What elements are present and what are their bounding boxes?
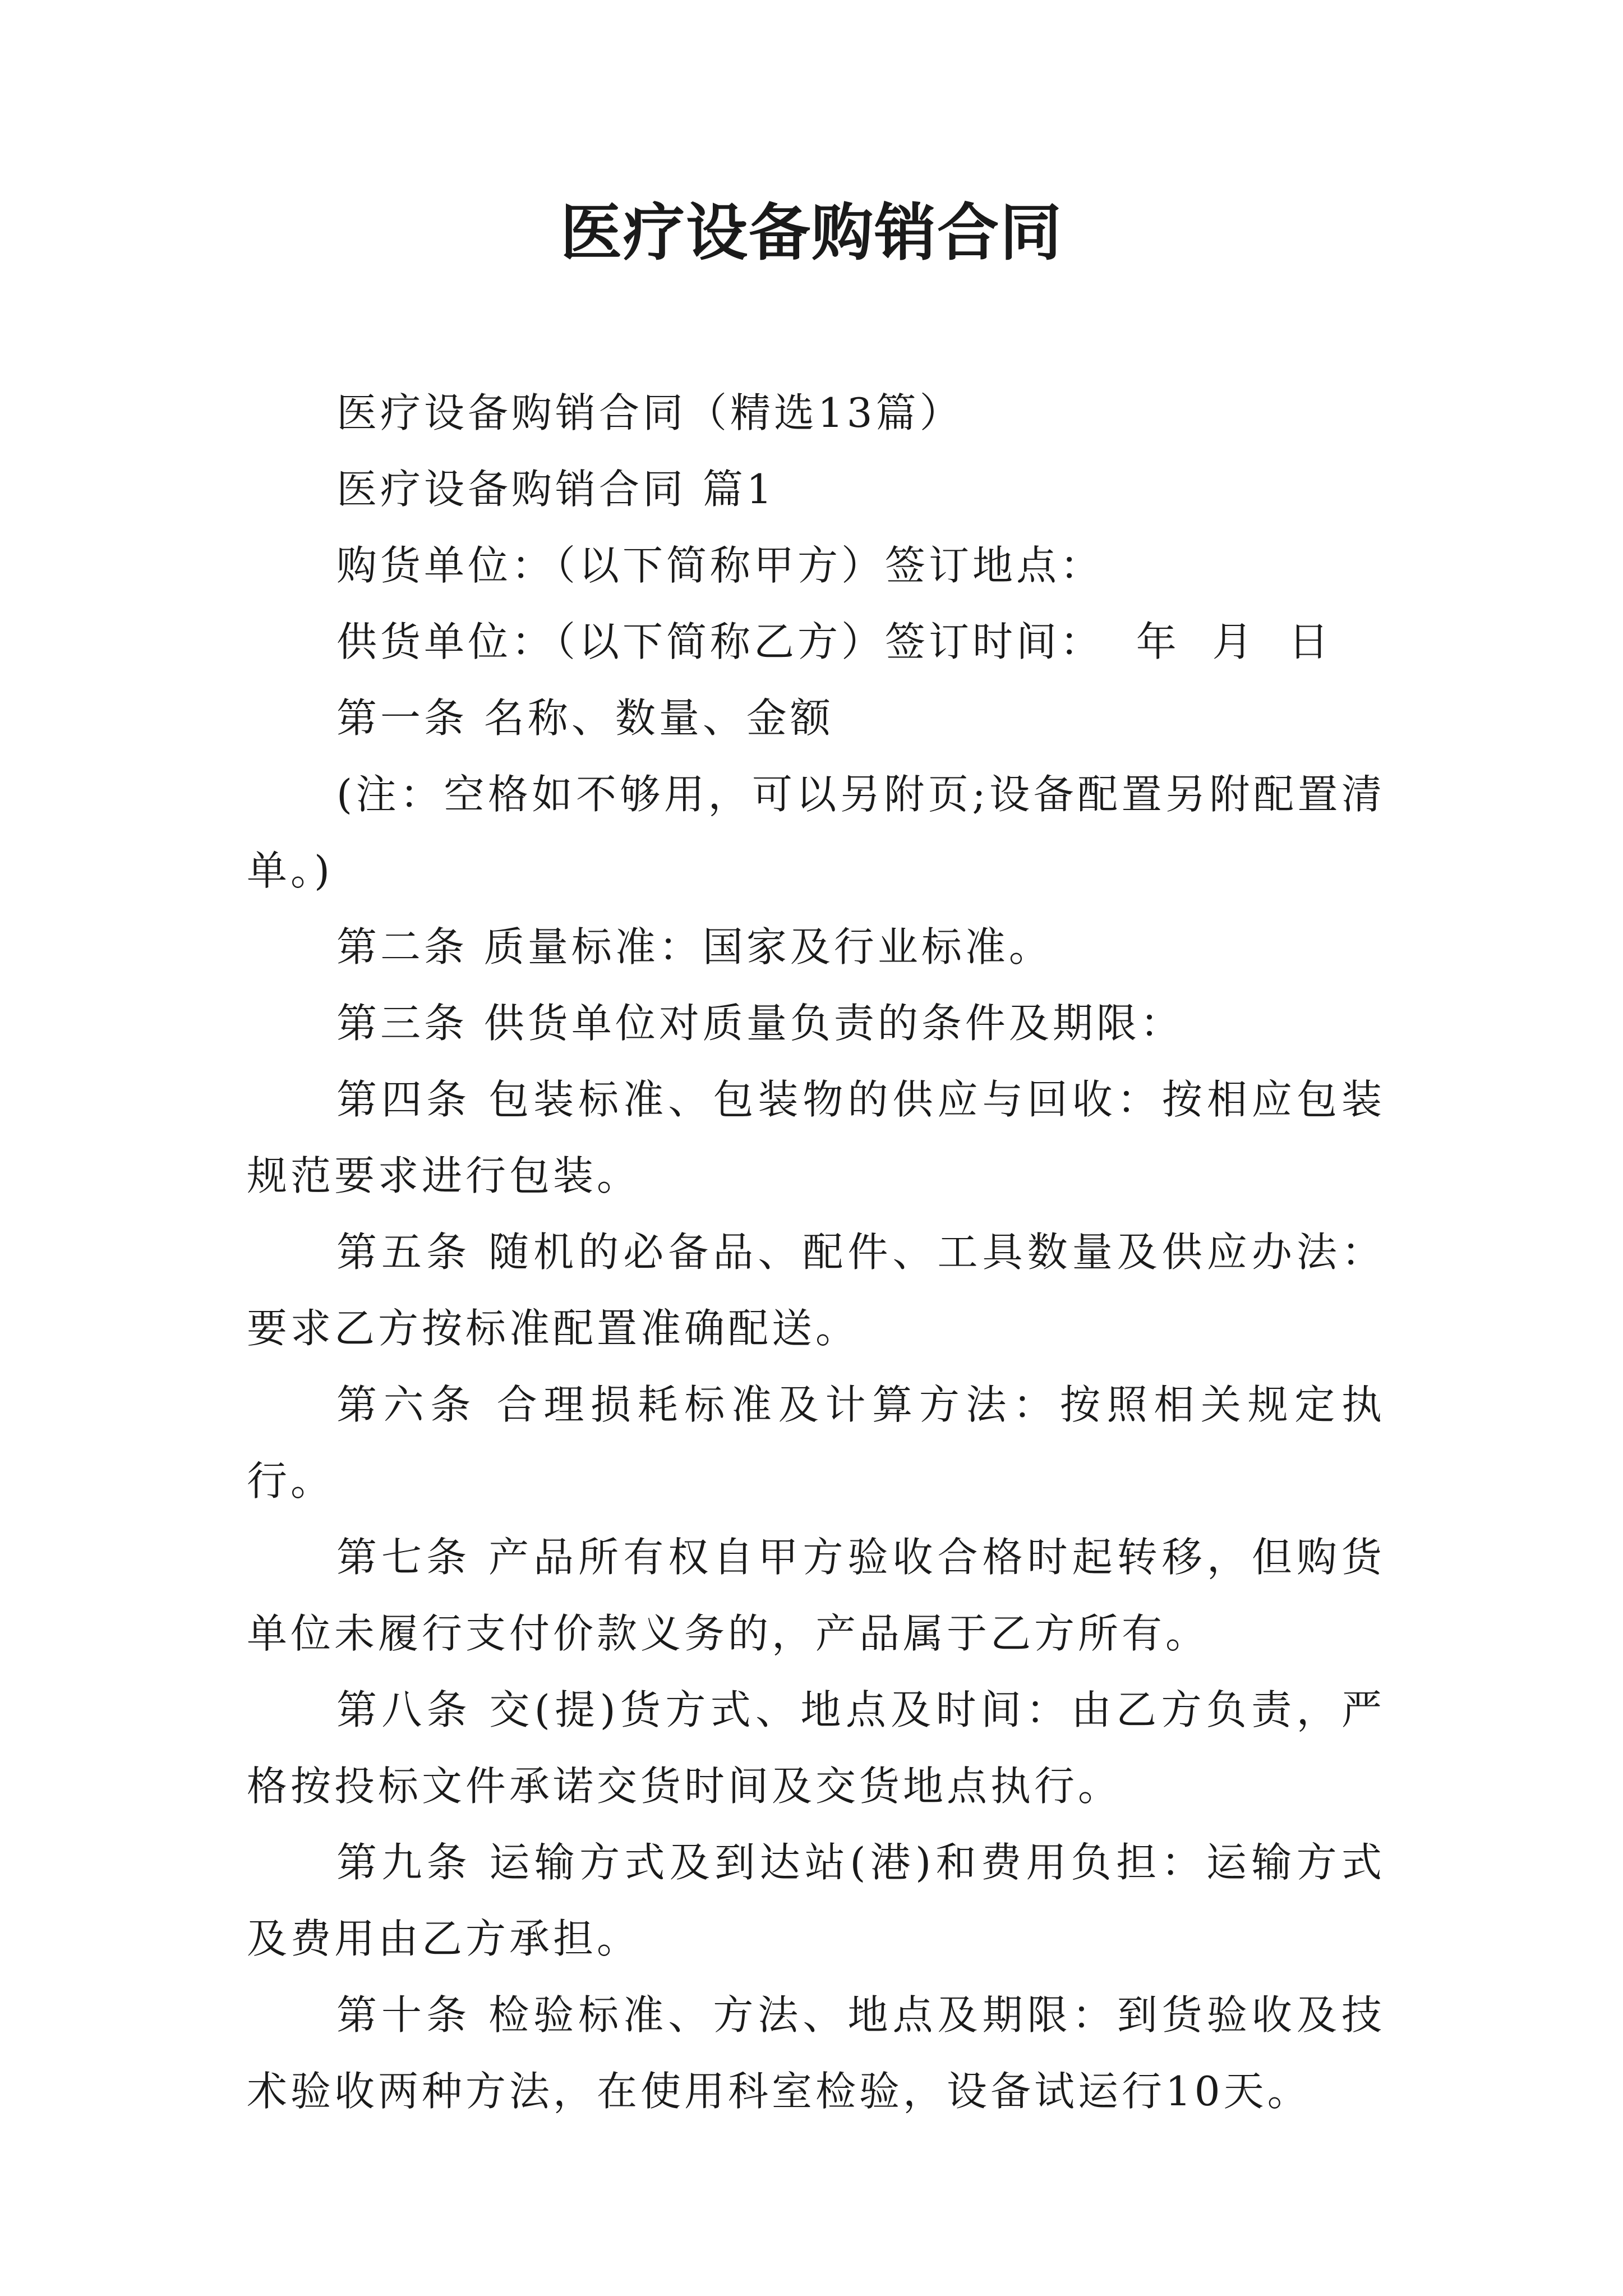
paragraph-article-8: 第八条 交(提)货方式、地点及时间：由乙方负责，严格按投标文件承诺交货时间及交货地点执行。 bbox=[247, 1686, 1385, 1810]
paragraph-article-9: 第九条 运输方式及到达站(港)和费用负担：运输方式及费用由乙方承担。 bbox=[247, 1839, 1385, 1962]
paragraph-supplier: 供货单位：（以下简称乙方）签订时间： 年 月 日 bbox=[336, 618, 1332, 665]
paragraph-article-3: 第三条 供货单位对质量负责的条件及期限： bbox=[336, 1000, 1184, 1047]
paragraph-article-6: 第六条 合理损耗标准及计算方法：按照相关规定执行。 bbox=[247, 1381, 1385, 1504]
paragraph-note: (注：空格如不够用，可以另附页;设备配置另附配置清单。) bbox=[247, 771, 1385, 894]
document-body bbox=[247, 375, 1385, 2129]
paragraph-section-heading: 医疗设备购销合同 篇1 bbox=[336, 466, 776, 513]
paragraph-article-2: 第二条 质量标准：国家及行业标准。 bbox=[336, 923, 1053, 970]
paragraph-article-5: 第五条 随机的必备品、配件、工具数量及供应办法：要求乙方按标准配置准确配送。 bbox=[247, 1228, 1385, 1352]
paragraph-subtitle: 医疗设备购销合同（精选13篇） bbox=[336, 389, 963, 436]
paragraph-article-10: 第十条 检验标准、方法、地点及期限：到货验收及技术验收两种方法，在使用科室检验，设备试运行10天。 bbox=[247, 1991, 1385, 2115]
paragraph-article-1: 第一条 名称、数量、金额 bbox=[336, 694, 834, 742]
document-title: 医疗设备购销合同 bbox=[560, 196, 1063, 269]
paragraph-buyer: 购货单位：（以下简称甲方）签订地点： bbox=[336, 542, 1104, 589]
paragraph-article-4: 第四条 包装标准、包装物的供应与回收：按相应包装规范要求进行包装。 bbox=[247, 1076, 1385, 1199]
paragraph-article-7: 第七条 产品所有权自甲方验收合格时起转移，但购货单位未履行支付价款义务的，产品属于乙方所有。 bbox=[247, 1534, 1385, 1657]
